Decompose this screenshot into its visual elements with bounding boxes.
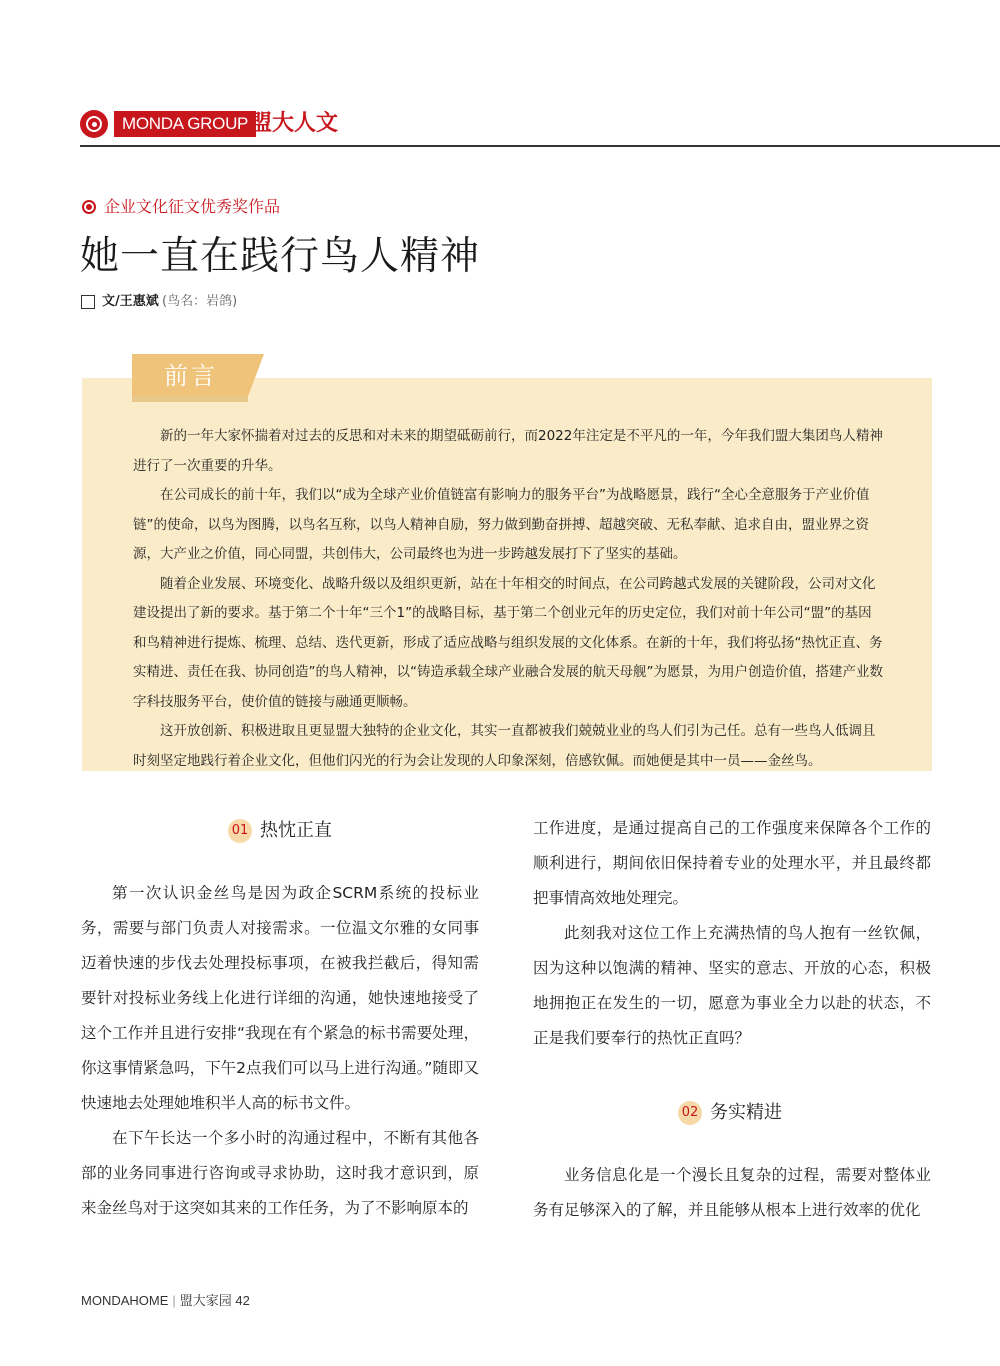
section-heading: 热忱正直 [260,820,332,841]
left-column [81,876,479,1226]
right-column-top [533,811,931,1056]
footer-name: 盟大家园 [179,1294,232,1309]
preface-paragraph: 在公司成长的前十年，我们以“成为全球产业价值链富有影响力的服务平台”为战略愿景，践行“全心全意服务于产业价值链”的使命，以鸟为图腾，以鸟名互称，以鸟人精神自励，努力做到勤奋拼搏、超越突破、无私奉献、追求自由，盟业界之资源，大产业之价值，同心同盟，共创伟大，公司最终也为进一步跨越发展打下了坚实的基础。 [133,487,870,562]
preface-text [133,422,885,776]
author-box-icon [81,295,95,309]
body-paragraph-continued: 工作进度，是通过提高自己的工作强度来保障各个工作的顺利进行，期间依旧保持着专业的处理水平，并且最终都把事情高效地处理完。 [533,819,931,907]
footer-separator: | [172,1293,176,1308]
brand-name: MONDA GROUP [114,111,256,137]
header-divider [80,145,1000,147]
article-author: 文/王惠斌 [102,294,159,309]
section-heading: 务实精进 [710,1102,782,1123]
body-paragraph: 第一次认识金丝鸟是因为政企SCRM系统的投标业务，需要与部门负责人对接需求。一位温文尔雅的女同事迈着快速的步伐去处理投标事项，在被我拦截后，得知需要针对投标业务线上化进行详细的沟通，她快速地接受了这个工作并且进行安排“我现在有个紧急的标书需要处理，你这事情紧急吗，下午2点我们可以马上进行沟通。”随即又快速地去处理她堆积半人高的标书文件。 [81,884,479,1112]
body-paragraph: 在下午长达一个多小时的沟通过程中，不断有其他各部的业务同事进行咨询或寻求协助，这时我才意识到，原来金丝鸟对于这突如其来的工作任务，为了不影响原本的 [81,1129,479,1217]
author-note: (鸟名：岩鸽) [162,294,238,309]
right-column-bottom [533,1158,931,1228]
body-paragraph: 此刻我对这位工作上充满热情的鸟人抱有一丝钦佩，因为这种以饱满的精神、坚实的意志、开放的心态，积极地拥抱正在发生的一切，愿意为事业全力以赴的状态，不正是我们要奉行的热忱正直吗？ [533,924,931,1047]
brand-logo-icon [80,110,108,138]
preface-tab-shadow [132,396,248,402]
preface-paragraph: 新的一年大家怀揣着对过去的反思和对未来的期望砥砺前行，而2022年注定是不平凡的一年，今年我们盟大集团鸟人精神进行了一次重要的升华。 [133,428,883,474]
page-number: 42 [235,1293,250,1308]
preface-paragraph: 这开放创新、积极进取且更显盟大独特的企业文化，其实一直都被我们兢兢业业的鸟人们引为己任。总有一些鸟人低调且时刻坚定地践行着企业文化，但他们闪光的行为会让发现的人印象深刻，倍感钦佩。而她便是其中一员——金丝鸟。 [133,723,876,769]
section-title: 盟大人文 [250,111,339,136]
kicker-bullet-icon [82,200,96,214]
page-footer [81,1291,250,1312]
footer-magazine: MONDAHOME [81,1293,169,1308]
body-paragraph: 业务信息化是一个漫长且复杂的过程，需要对整体业务有足够深入的了解，并且能够从根本上进行效率的优化 [533,1166,931,1219]
section-number: 02 [678,1101,702,1125]
preface-paragraph: 随着企业发展、环境变化、战略升级以及组织更新，站在十年相交的时间点，在公司跨越式发展的关键阶段，公司对文化建设提出了新的要求。基于第二个十年“三个1”的战略目标，基于第二个创业元年的历史定位，我们对前十年公司“盟”的基因和鸟精神进行提炼、梳理、总结、迭代更新，形成了适应战略与组织发展的文化体系。在新的十年，我们将弘扬“热忱正直、务实精进、责任在我、协同创造”的鸟人精神，以“铸造承载全球产业融合发展的航天母舰”为愿景，为用户创造价值，搭建产业数字科技服务平台，使价值的链接与融通更顺畅。 [133,575,883,710]
article-kicker: 企业文化征文优秀奖作品 [104,197,281,216]
section-number: 01 [228,819,252,843]
article-title: 她一直在践行鸟人精神 [80,234,481,279]
preface-label: 前言 [164,362,218,390]
